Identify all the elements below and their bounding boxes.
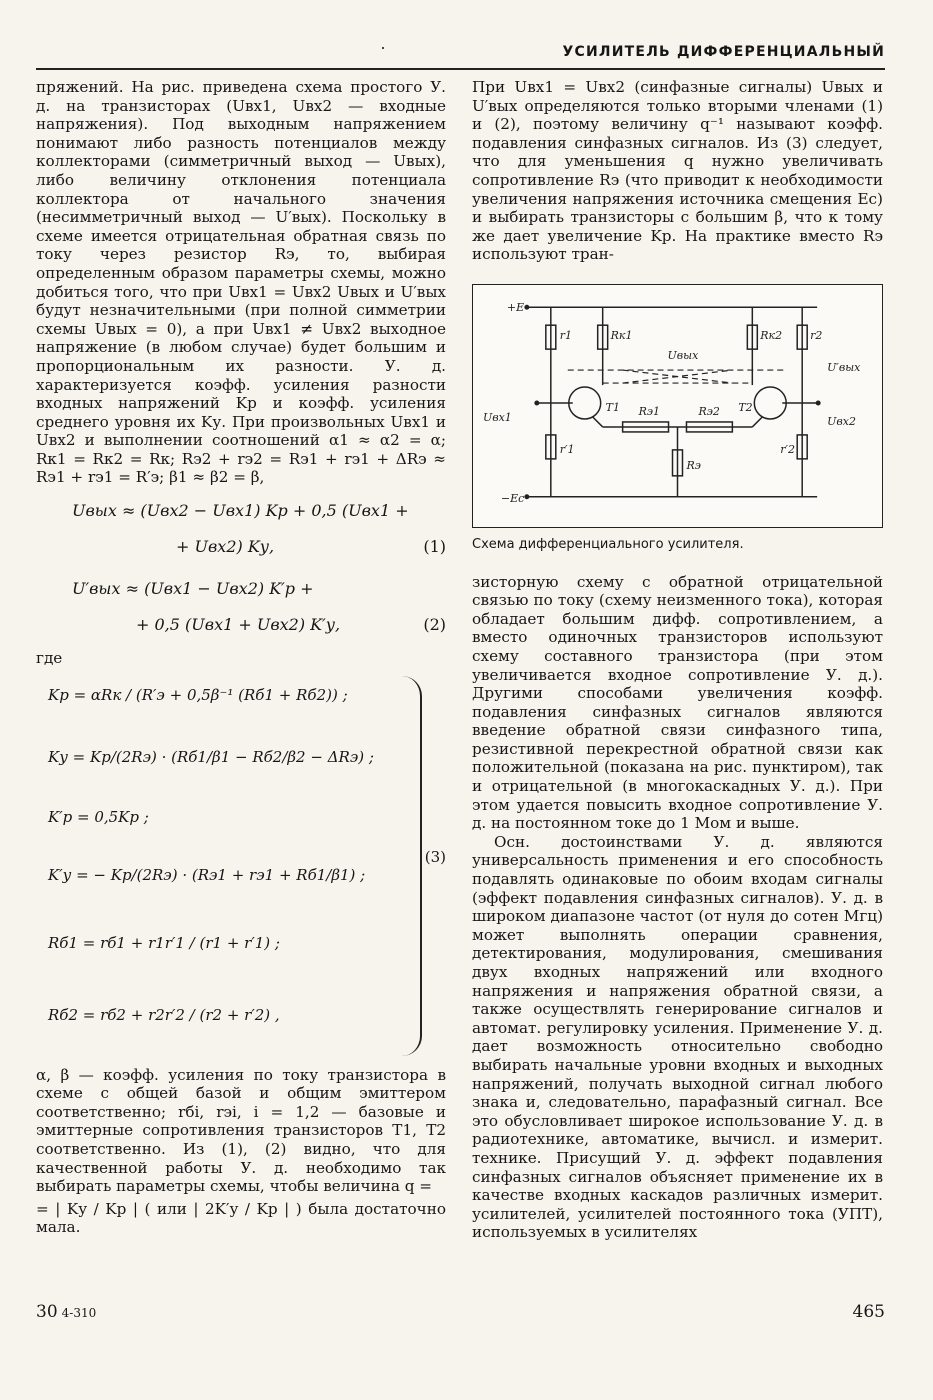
header-rule: [36, 68, 885, 70]
label-r2: r2: [810, 329, 823, 343]
left-paragraph-1: пряжений. На рис. приведена схема простого У. д. на транзисторах (Uвх1, Uвх2 — входные напряжения). Под выходным напряжением понимают либо разность потенциалов между коллекторами (симметричный выход — Uвых), либо величину отклонения потенциала коллектора от начального значения (несимметричный выход — U′вых). Поскольку в схеме имеется отрицательная обратная связь по току через резистор Rэ, то, выбирая определенным образом параметры схемы, можно добиться того, что при Uвх1 = Uвх2 Uвых и U′вых будут незначительными (при полной симметрии схемы Uвых = 0), а при Uвх1 ≠ Uвх2 выходное напряжение (в любом случае) будет большим и пропорциональным их разности. У. д. характеризуется коэфф. усиления разности входных напряжений Kр и коэфф. усиления среднего уровня их Kу. При произвольных Uвх1 и Uвх2 и выполнении соотношений α1 ≈ α2 = α; Rк1 = Rк2 = Rк; Rэ2 + rэ2 = Rэ1 + rэ1 + ΔRэ ≈ Rэ1 + rэ1 = R′э; β1 ≈ β2 = β,: [36, 78, 446, 487]
eq3-rb2: Rб2 = rб2 + r2r′2 / (r2 + r′2) ,: [48, 1005, 280, 1024]
left-column: [36, 78, 446, 1237]
equation-1: [36, 493, 446, 565]
page-number-right: 465: [852, 1302, 885, 1322]
eq3-ky-prime: K′у = − Kр/(2Rэ) · (Rэ1 + rэ1 + Rб1/β1) ;: [48, 865, 366, 884]
eq1-line-2: + Uвх2) Kу,: [176, 537, 275, 557]
label-uin1: Uвх1: [482, 410, 512, 424]
eq1-line-1: Uвых ≈ (Uвх2 − Uвх1) Kр + 0,5 (Uвх1 +: [72, 501, 409, 521]
label-re2: Rэ2: [698, 404, 720, 418]
figure-caption: Схема дифференциального усилителя.: [472, 536, 744, 552]
equation-system-3: [36, 676, 446, 1056]
equation-2: [36, 571, 446, 643]
label-re1: Rэ1: [638, 404, 660, 418]
label-uin2: Uвх2: [827, 414, 856, 428]
eq3-kp-prime: K′р = 0,5Kр ;: [48, 807, 149, 826]
label-rk1: Rк1: [610, 329, 633, 343]
right-brace: [382, 676, 422, 1056]
where-label: где: [36, 649, 63, 668]
circuit-diagram: [473, 285, 882, 527]
eq3-ky: Kу = Kр/(2Rэ) · (Rб1/β1 − Rб2/β2 − ΔRэ) ;: [48, 747, 374, 766]
print-dot: [382, 47, 384, 49]
label-r1: r1: [559, 329, 573, 343]
right-paragraph-2: зисторную схему с обратной отрицательной связью по току (схему неизменного тока), которая обладает большим дифф. сопротивлением, а вместо одиночных транзисторов используют схему составного транзистора (при этом увеличивается входное сопротивление У. д.). Другими способами увеличения коэфф. подавления синфазных сигналов являются введение обратной связи синфазного типа, резистивной перекрестной обратной связи как положительной (показана на рис. пунктиром), так и отрицательной (в многокаскадных У. д.). При этом удается повысить входное сопротивление У. д. на постоянном токе до 1 Мом и выше.: [472, 572, 883, 833]
label-t2: T2: [738, 400, 753, 414]
left-paragraph-2: α, β — коэфф. усиления по току транзистора в схеме с общей базой и общим эмиттером соответственно; rбi, rэi, i = 1,2 — базовые и эмиттерные сопротивления транзисторов T1, T2 соответственно. Из (1), (2) видно, что для качественной работы У. д. необходимо так выбирать параметры схемы, чтобы величина q =: [36, 1065, 446, 1196]
eq3-kp: Kр = αRк / (R′э + 0,5β⁻¹ (Rб1 + Rб2)) ;: [48, 685, 348, 704]
label-t1: T1: [605, 400, 620, 414]
label-plus-e: +E: [506, 301, 525, 315]
label-r1-prime: r′1: [559, 442, 575, 456]
right-paragraph-3: Осн. достоинствами У. д. являются универсальность применения и его способность подавлять одинаковые по обоим входам сигналы (эффект подавления синфазных сигналов). У. д. в широком диапазоне частот (от нуля до сотен Мгц) может выполнять операции сравнения, детектирования, модулирования, смешивания двух входных напряжений или входного напряжения и напряжения обратной связи, а также осуществлять генерирование сигналов и автомат. регулировку усиления. Применение У. д. дает возможность относительно свободно выбирать начальные уровни входных и выходных напряжений, получать выходной сигнал любого знака и, следовательно, парафазный сигнал. Все это обусловливает широкое использование У. д. в радиотехнике, автоматике, вычисл. и измерит. технике. Присущий У. д. эффект подавления синфазных сигналов объясняет применение их в качестве входных каскадов различных измерит. усилителей, усилителей постоянного тока (УПТ), используемых в усилителях: [472, 832, 883, 1242]
eq3-number: (3): [424, 847, 446, 866]
right-paragraph-1: При Uвх1 = Uвх2 (синфазные сигналы) Uвых и U′вых определяются только вторыми членами (1) и (2), поэтому величину q⁻¹ называют коэфф. подавления синфазных сигналов. Из (3) следует, что для уменьшения q нужно увеличивать сопротивление Rэ (что приводит к необходимости увеличения напряжения источника смещения Eс) и выбирать транзисторы с большим β, что к тому же дает увеличение Kр. На практике вместо Rэ используют тран-: [472, 78, 883, 264]
q-formula: = | Kу / Kр | ( или | 2K′у / Kр | ) была достаточно мала.: [36, 1199, 446, 1237]
label-uout-prime: U′вых: [827, 361, 861, 375]
circuit-figure: [472, 284, 883, 528]
eq2-number: (2): [423, 615, 446, 635]
signature-mark: 4-310: [61, 1306, 97, 1320]
right-column: [472, 78, 883, 1242]
running-title: УСИЛИТЕЛЬ ДИФФЕРЕНЦИАЛЬНЫЙ: [562, 44, 885, 60]
eq2-line-1: U′вых ≈ (Uвх1 − Uвх2) K′р +: [72, 579, 314, 599]
label-r2-prime: r′2: [780, 442, 795, 456]
label-uout: Uвых: [667, 349, 699, 363]
eq3-rb1: Rб1 = rб1 + r1r′1 / (r1 + r′1) ;: [48, 933, 280, 952]
page-number-left: 30: [36, 1302, 58, 1322]
label-re: Rэ: [686, 458, 701, 472]
footer-left: [36, 1302, 96, 1322]
eq1-number: (1): [423, 537, 446, 557]
label-rk2: Rк2: [760, 329, 783, 343]
label-minus-e: −Eс: [500, 491, 525, 505]
eq2-line-2: + 0,5 (Uвх1 + Uвх2) K′у,: [136, 615, 341, 635]
